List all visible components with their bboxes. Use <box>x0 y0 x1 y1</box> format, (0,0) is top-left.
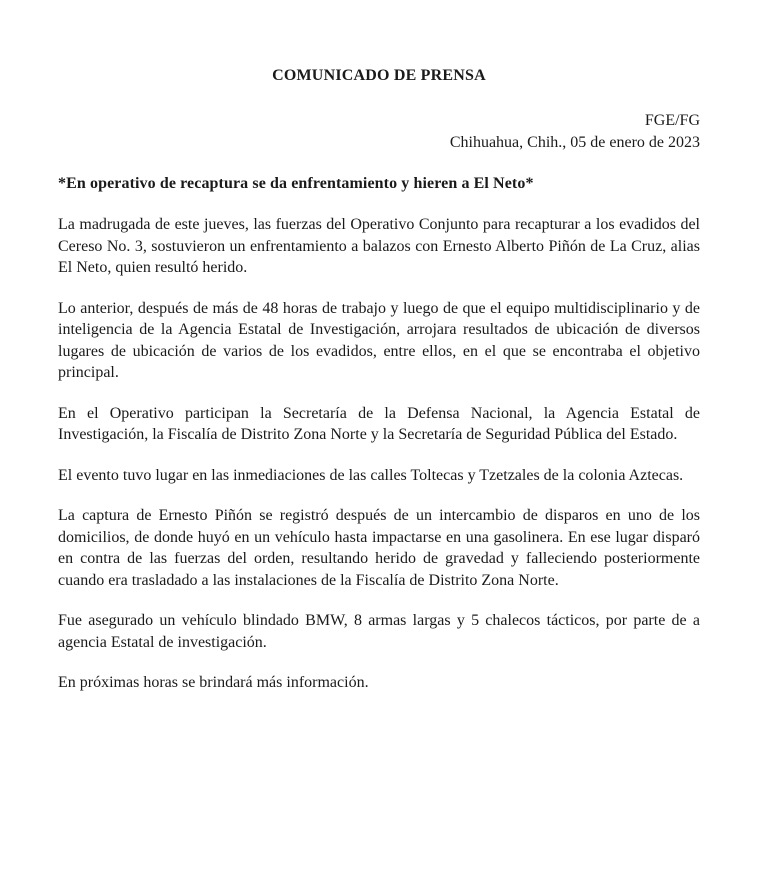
paragraph: En el Operativo participan la Secretaría de la Defensa Nacional, la Agencia Estatal de Investigación, la Fiscalía de Distrito Zona Norte y la Secretaría de Seguridad Pública del Estado. <box>58 404 700 443</box>
document-title: COMUNICADO DE PRENSA <box>272 67 486 84</box>
place-and-date: Chihuahua, Chih., 05 de enero de 2023 <box>449 134 700 151</box>
paragraph: El evento tuvo lugar en las inmediaciones de las calles Toltecas y Tzetzales de la colonia Aztecas. <box>58 466 684 484</box>
paragraph: Lo anterior, después de más de 48 horas de trabajo y luego de que el equipo multidisciplinario y de inteligencia de la Agencia Estatal de Investigación, arrojara resultados de ubicación de diversos lugares de ubicación de varios de los evadidos, entre ellos, en el que se encontraba el objetivo principal. <box>58 299 700 381</box>
paragraph: La captura de Ernesto Piñón se registró después de un intercambio de disparos en uno de los domicilios, de donde huyó en un vehículo hasta impactarse en una gasolinera. En ese lugar disparó en contra de las fuerzas del orden, resultando herido de gravedad y falleciendo posteriormente cuando era trasladado a las instalaciones de la Fiscalía de Distrito Zona Norte. <box>58 507 700 589</box>
paragraph: La madrugada de este jueves, las fuerzas del Operativo Conjunto para recapturar a los evadidos del Cereso No. 3, sostuvieron un enfrentamiento a balazos con Ernesto Alberto Piñón de La Cruz, alias El Neto, quien resultó herido. <box>58 216 700 276</box>
headline: *En operativo de recaptura se da enfrentamiento y hieren a El Neto* <box>58 175 534 192</box>
issuing-agency: FGE/FG <box>644 112 700 129</box>
document-meta <box>58 110 700 154</box>
paragraph: En próximas horas se brindará más información. <box>58 674 369 691</box>
press-release-page <box>58 66 700 694</box>
paragraph: Fue asegurado un vehículo blindado BMW, 8 armas largas y 5 chalecos tácticos, por parte de a agencia Estatal de investigación. <box>58 612 700 651</box>
